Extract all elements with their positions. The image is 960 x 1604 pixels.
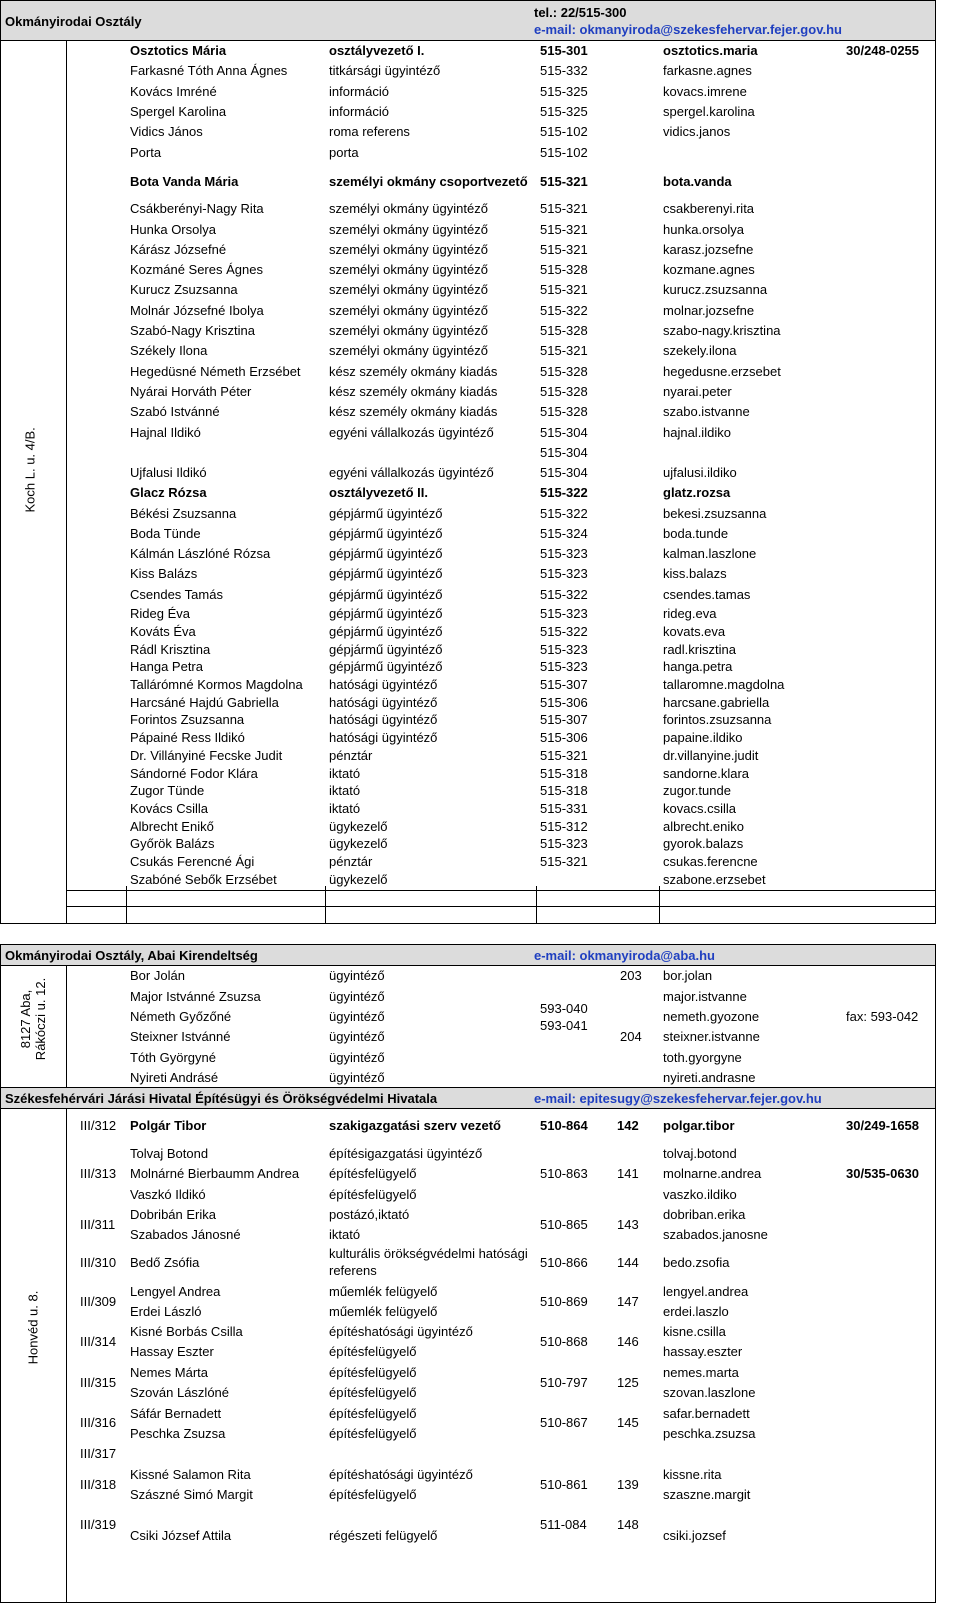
section1-tel: tel.: 22/515-300 xyxy=(534,5,627,20)
employee-name: Hunka Orsolya xyxy=(130,222,216,237)
employee-email[interactable]: safar.bernadett xyxy=(663,1406,750,1421)
employee-email[interactable]: szekely.ilona xyxy=(663,343,737,358)
employee-phone: 515-306 xyxy=(540,695,588,710)
room-number: III/318 xyxy=(80,1477,117,1492)
employee-role: ügyintéző xyxy=(329,1050,385,1065)
employee-role: műemlék felügyelő xyxy=(329,1304,438,1319)
employee-name: Sándorné Fodor Klára xyxy=(130,766,258,781)
employee-role: gépjármű ügyintéző xyxy=(329,587,443,602)
employee-role: építésfelügyelő xyxy=(329,1406,417,1421)
employee-role: pénztár xyxy=(329,748,373,763)
office-phone: 511-084 xyxy=(540,1517,587,1532)
employee-email[interactable]: erdei.laszlo xyxy=(663,1304,729,1319)
employee-name: Szabó-Nagy Krisztina xyxy=(130,323,255,338)
employee-role: kész személy okmány kiadás xyxy=(329,384,498,399)
employee-email[interactable]: hajnal.ildiko xyxy=(663,425,731,440)
employee-email[interactable]: polgar.tibor xyxy=(663,1118,735,1133)
employee-role: gépjármű ügyintéző xyxy=(329,606,443,621)
employee-name: Dobribán Erika xyxy=(130,1207,216,1222)
employee-phone: 515-321 xyxy=(540,222,588,237)
employee-role: személyi okmány ügyintéző xyxy=(329,262,488,277)
employee-name: Kiss Balázs xyxy=(130,566,198,581)
employee-name: Harcsáné Hajdú Gabriella xyxy=(130,695,279,710)
employee-role: építéshatósági ügyintéző xyxy=(329,1324,473,1339)
office-phone: 510-868 xyxy=(540,1334,588,1349)
employee-email[interactable]: glatz.rozsa xyxy=(663,485,731,500)
employee-phone: 515-323 xyxy=(540,606,588,621)
employee-email[interactable]: spergel.karolina xyxy=(663,104,755,119)
employee-phone: 515-322 xyxy=(540,587,588,602)
employee-email[interactable]: molnarne.andrea xyxy=(663,1166,762,1181)
employee-email[interactable]: hanga.petra xyxy=(663,659,733,674)
office-phone: 510-864 xyxy=(540,1118,588,1133)
office-phone: 510-861 xyxy=(540,1477,588,1492)
employee-email[interactable]: toth.gyorgyne xyxy=(663,1050,742,1065)
employee-name: Kovács Imréné xyxy=(130,84,217,99)
employee-name: Bor Jolán xyxy=(130,968,185,983)
employee-email[interactable]: kovacs.imrene xyxy=(663,84,747,99)
employee-role: személyi okmány ügyintéző xyxy=(329,201,488,216)
employee-phone: 515-321 xyxy=(540,174,588,189)
employee-name: Nyárai Horváth Péter xyxy=(130,384,252,399)
employee-role: ügykezelő xyxy=(329,836,388,851)
employee-name: Albrecht Enikő xyxy=(130,819,214,834)
employee-role: gépjármű ügyintéző xyxy=(329,624,443,639)
office-phone: 510-863 xyxy=(540,1166,588,1181)
employee-role: ügykezelő xyxy=(329,819,388,834)
employee-phone: 515-304 xyxy=(540,465,588,480)
employee-name: Csendes Tamás xyxy=(130,587,223,602)
employee-role: iktató xyxy=(329,783,361,798)
employee-email[interactable]: dr.villanyine.judit xyxy=(663,748,759,763)
row-divider xyxy=(66,906,936,907)
section2-header xyxy=(0,944,936,966)
employee-email[interactable]: hegedusne.erzsebet xyxy=(663,364,781,379)
employee-phone: 515-328 xyxy=(540,323,588,338)
employee-name: Szován Lászlóné xyxy=(130,1385,230,1400)
employee-phone: 515-321 xyxy=(540,854,588,869)
employee-name: Farkasné Tóth Anna Ágnes xyxy=(130,63,288,78)
employee-role: építéshatósági ügyintéző xyxy=(329,1467,473,1482)
employee-email[interactable]: lengyel.andrea xyxy=(663,1284,749,1299)
column-divider xyxy=(659,886,660,924)
employee-role: osztályvezető I. xyxy=(329,43,425,58)
mobile-phone: 30/535-0630 xyxy=(846,1166,920,1181)
employee-phone: 515-102 xyxy=(540,124,588,139)
employee-email[interactable]: csakberenyi.rita xyxy=(663,201,755,216)
employee-role: kész személy okmány kiadás xyxy=(329,404,498,419)
room-number: III/312 xyxy=(80,1118,117,1133)
employee-email[interactable]: radl.krisztina xyxy=(663,642,736,657)
room-number: III/315 xyxy=(80,1375,117,1390)
section3-location: Honvéd u. 8. xyxy=(25,1290,41,1365)
employee-email[interactable]: nemeth.gyozone xyxy=(663,1009,760,1024)
employee-name: Nemes Márta xyxy=(130,1365,209,1380)
employee-role: építésfelügyelő xyxy=(329,1426,417,1441)
employee-name: Steixner Istvánné xyxy=(130,1029,231,1044)
employee-name: Porta xyxy=(130,145,162,160)
office-phone: 510-865 xyxy=(540,1217,588,1232)
employee-phone: 515-323 xyxy=(540,642,588,657)
employee-name: Kováts Éva xyxy=(130,624,196,639)
employee-role: építésfelügyelő xyxy=(329,1385,417,1400)
employee-email[interactable]: forintos.zsuzsanna xyxy=(663,712,772,727)
employee-email[interactable]: nyarai.peter xyxy=(663,384,732,399)
employee-name: Szabados Jánosné xyxy=(130,1227,241,1242)
employee-name: Osztotics Mária xyxy=(130,43,227,58)
employee-role-cont: referens xyxy=(329,1263,377,1278)
employee-email[interactable]: farkasne.agnes xyxy=(663,63,752,78)
employee-email[interactable]: szabo.istvanne xyxy=(663,404,750,419)
employee-name: Molnár Józsefné Ibolya xyxy=(130,303,264,318)
employee-email[interactable]: kalman.laszlone xyxy=(663,546,757,561)
employee-name: Dr. Villányiné Fecske Judit xyxy=(130,748,283,763)
employee-email[interactable]: szabo-nagy.krisztina xyxy=(663,323,781,338)
employee-email[interactable]: bor.jolan xyxy=(663,968,713,983)
employee-phone: 515-331 xyxy=(540,801,588,816)
column-divider xyxy=(325,886,326,924)
employee-phone: 515-332 xyxy=(540,63,588,78)
room-number: III/316 xyxy=(80,1415,117,1430)
employee-name: Csukás Ferencné Ági xyxy=(130,854,255,869)
section3-title: Székesfehérvári Járási Hivatal Építésügyi és Örökségvédelmi Hivatala xyxy=(5,1091,438,1106)
employee-role: ügyintéző xyxy=(329,1009,385,1024)
employee-email[interactable]: major.istvanne xyxy=(663,989,747,1004)
employee-phone: 515-318 xyxy=(540,783,588,798)
employee-phone: 515-322 xyxy=(540,303,588,318)
employee-role: gépjármű ügyintéző xyxy=(329,566,443,581)
employee-role: személyi okmány ügyintéző xyxy=(329,222,488,237)
employee-name: Kissné Salamon Rita xyxy=(130,1467,251,1482)
employee-email[interactable]: papaine.ildiko xyxy=(663,730,743,745)
employee-role: gépjármű ügyintéző xyxy=(329,506,443,521)
employee-role: osztályvezető II. xyxy=(329,485,428,500)
employee-name: Csákberényi-Nagy Rita xyxy=(130,201,264,216)
employee-role: szakigazgatási szerv vezető xyxy=(329,1118,501,1133)
employee-name: Glacz Rózsa xyxy=(130,485,207,500)
employee-name: Polgár Tibor xyxy=(130,1118,207,1133)
section3-header xyxy=(0,1087,936,1109)
employee-phone: 515-304 xyxy=(540,445,588,460)
row-divider xyxy=(66,890,936,891)
office-extension: 146 xyxy=(617,1334,639,1349)
employee-role: porta xyxy=(329,145,359,160)
section1-header xyxy=(0,0,936,41)
employee-phone: 515-324 xyxy=(540,526,588,541)
office-phone: 510-869 xyxy=(540,1294,588,1309)
employee-name: Hassay Eszter xyxy=(130,1344,214,1359)
room-number: III/309 xyxy=(80,1294,117,1309)
employee-email[interactable]: nyireti.andrasne xyxy=(663,1070,756,1085)
employee-phone: 515-328 xyxy=(540,404,588,419)
employee-phone: 515-312 xyxy=(540,819,588,834)
office-phone-a: 593-040 xyxy=(540,1001,588,1016)
employee-role: információ xyxy=(329,104,389,119)
employee-name: Spergel Karolina xyxy=(130,104,227,119)
office-extension: 144 xyxy=(617,1255,639,1270)
employee-email[interactable]: hunka.orsolya xyxy=(663,222,744,237)
employee-name: Kisné Borbás Csilla xyxy=(130,1324,243,1339)
employee-name: Molnárné Bierbaumm Andrea xyxy=(130,1166,300,1181)
employee-name: Vaszkó Ildikó xyxy=(130,1187,206,1202)
employee-name: Bedő Zsófia xyxy=(130,1255,200,1270)
employee-name: Sáfár Bernadett xyxy=(130,1406,222,1421)
employee-name: Rideg Éva xyxy=(130,606,190,621)
office-phone-b: 593-041 xyxy=(540,1018,588,1033)
employee-phone: 515-328 xyxy=(540,364,588,379)
employee-name: Szabóné Sebők Erzsébet xyxy=(130,872,277,887)
office-extension: 147 xyxy=(617,1294,639,1309)
employee-role: ügyintéző xyxy=(329,1070,385,1085)
mobile-phone: 30/249-1658 xyxy=(846,1118,920,1133)
employee-email[interactable]: hassay.eszter xyxy=(663,1344,743,1359)
employee-email[interactable]: peschka.zsuzsa xyxy=(663,1426,756,1441)
employee-name: Erdei László xyxy=(130,1304,202,1319)
employee-email[interactable]: vidics.janos xyxy=(663,124,731,139)
employee-phone: 515-325 xyxy=(540,84,588,99)
employee-email[interactable]: boda.tunde xyxy=(663,526,729,541)
employee-role: építésfelügyelő xyxy=(329,1487,417,1502)
office-phone: 510-867 xyxy=(540,1415,588,1430)
employee-phone: 515-328 xyxy=(540,262,588,277)
employee-email[interactable]: osztotics.maria xyxy=(663,43,758,58)
employee-phone: 515-328 xyxy=(540,384,588,399)
room-number: III/314 xyxy=(80,1334,117,1349)
section1-location: Koch L. u. 4/B. xyxy=(22,427,38,513)
employee-phone: 515-323 xyxy=(540,836,588,851)
employee-email[interactable]: tallaromne.magdolna xyxy=(663,677,785,692)
employee-name: Rádl Krisztina xyxy=(130,642,211,657)
employee-email[interactable]: gyorok.balazs xyxy=(663,836,744,851)
employee-role: ügyintéző xyxy=(329,968,385,983)
office-fax: fax: 593-042 xyxy=(846,1009,919,1024)
employee-email[interactable]: kozmane.agnes xyxy=(663,262,755,277)
employee-mobile: 30/248-0255 xyxy=(846,43,920,58)
employee-email[interactable]: harcsane.gabriella xyxy=(663,695,770,710)
employee-role: iktató xyxy=(329,766,361,781)
employee-email[interactable]: molnar.jozsefne xyxy=(663,303,755,318)
employee-role: hatósági ügyintéző xyxy=(329,695,438,710)
column-divider xyxy=(536,886,537,924)
employee-email[interactable]: szabone.erzsebet xyxy=(663,872,766,887)
employee-name: Békési Zsuzsanna xyxy=(130,506,237,521)
employee-phone: 515-318 xyxy=(540,766,588,781)
employee-name: Forintos Zsuzsanna xyxy=(130,712,245,727)
employee-phone: 515-323 xyxy=(540,566,588,581)
employee-name: Hanga Petra xyxy=(130,659,203,674)
employee-name: Hegedüsné Németh Erzsébet xyxy=(130,364,301,379)
employee-role: gépjármű ügyintéző xyxy=(329,642,443,657)
employee-name: Peschka Zsuzsa xyxy=(130,1426,226,1441)
employee-role: ügykezelő xyxy=(329,872,388,887)
employee-email[interactable]: bedo.zsofia xyxy=(663,1255,730,1270)
employee-email[interactable]: rideg.eva xyxy=(663,606,717,621)
employee-phone: 515-321 xyxy=(540,201,588,216)
employee-email[interactable]: kovats.eva xyxy=(663,624,726,639)
employee-name: Major Istvánné Zsuzsa xyxy=(130,989,261,1004)
employee-phone: 515-306 xyxy=(540,730,588,745)
employee-role: hatósági ügyintéző xyxy=(329,677,438,692)
employee-name: Székely Ilona xyxy=(130,343,208,358)
office-extension: 145 xyxy=(617,1415,639,1430)
employee-name: Zugor Tünde xyxy=(130,783,205,798)
employee-email[interactable]: bekesi.zsuzsanna xyxy=(663,506,767,521)
employee-phone: 515-322 xyxy=(540,624,588,639)
employee-role: személyi okmány ügyintéző xyxy=(329,242,488,257)
employee-email[interactable]: vaszko.ildiko xyxy=(663,1187,737,1202)
employee-phone: 515-321 xyxy=(540,282,588,297)
employee-name: Nyireti Andrásé xyxy=(130,1070,219,1085)
employee-phone: 515-323 xyxy=(540,546,588,561)
employee-phone: 515-301 xyxy=(540,43,588,58)
employee-name: Tolvaj Botond xyxy=(130,1146,209,1161)
employee-email[interactable]: sandorne.klara xyxy=(663,766,749,781)
employee-email[interactable]: ujfalusi.ildiko xyxy=(663,465,737,480)
employee-name: Pápainé Ress Ildikó xyxy=(130,730,245,745)
employee-email[interactable]: albrecht.eniko xyxy=(663,819,744,834)
employee-email[interactable]: kurucz.zsuzsanna xyxy=(663,282,768,297)
section2-email[interactable]: e-mail: okmanyiroda@aba.hu xyxy=(534,948,715,963)
employee-email[interactable]: steixner.istvanne xyxy=(663,1029,760,1044)
employee-role: pénztár xyxy=(329,854,373,869)
employee-email[interactable]: szovan.laszlone xyxy=(663,1385,756,1400)
employee-role: személyi okmány csoportvezető xyxy=(329,174,528,189)
employee-name: Kurucz Zsuzsanna xyxy=(130,282,238,297)
employee-email[interactable]: kovacs.csilla xyxy=(663,801,736,816)
employee-email[interactable]: bota.vanda xyxy=(663,174,732,189)
employee-phone: 515-304 xyxy=(540,425,588,440)
employee-email[interactable]: dobriban.erika xyxy=(663,1207,746,1222)
employee-phone: 515-321 xyxy=(540,748,588,763)
room-number: III/319 xyxy=(80,1517,117,1532)
employee-phone: 515-321 xyxy=(540,242,588,257)
employee-role: ügyintéző xyxy=(329,1029,385,1044)
employee-role: ügyintéző xyxy=(329,989,385,1004)
employee-role: személyi okmány ügyintéző xyxy=(329,343,488,358)
employee-phone: 515-321 xyxy=(540,343,588,358)
room-number: III/310 xyxy=(80,1255,117,1270)
employee-role: hatósági ügyintéző xyxy=(329,712,438,727)
employee-name: Németh Győzőné xyxy=(130,1009,232,1024)
employee-role: hatósági ügyintéző xyxy=(329,730,438,745)
office-extension: 143 xyxy=(617,1217,639,1232)
employee-name: Kárász Józsefné xyxy=(130,242,227,257)
employee-role: kulturális örökségvédelmi hatósági xyxy=(329,1246,528,1261)
employee-phone: 515-323 xyxy=(540,659,588,674)
employee-name: Ujfalusi Ildikó xyxy=(130,465,207,480)
employee-name: Kovács Csilla xyxy=(130,801,209,816)
employee-email[interactable]: tolvaj.botond xyxy=(663,1146,737,1161)
employee-role: építésfelügyelő xyxy=(329,1187,417,1202)
employee-role: egyéni vállalkozás ügyintéző xyxy=(329,465,494,480)
office-phone: 510-797 xyxy=(540,1375,588,1390)
employee-role: gépjármű ügyintéző xyxy=(329,546,443,561)
employee-name: Szászné Simó Margit xyxy=(130,1487,253,1502)
room-number: III/311 xyxy=(80,1217,116,1232)
employee-phone: 515-322 xyxy=(540,506,588,521)
section1-email[interactable]: e-mail: okmanyiroda@szekesfehervar.fejer.gov.hu xyxy=(534,22,842,37)
employee-name: Kozmáné Seres Ágnes xyxy=(130,262,263,277)
employee-phone: 515-307 xyxy=(540,712,588,727)
employee-role: postázó,iktató xyxy=(329,1207,410,1222)
employee-email[interactable]: szabados.janosne xyxy=(663,1227,768,1242)
employee-name: Hajnal Ildikó xyxy=(130,425,201,440)
section1-title: Okmányirodai Osztály xyxy=(5,14,142,29)
employee-role: építésfelügyelő xyxy=(329,1166,417,1181)
section3-email[interactable]: e-mail: epitesugy@szekesfehervar.fejer.gov.hu xyxy=(534,1091,822,1106)
employee-name: Tóth Györgyné xyxy=(130,1050,216,1065)
employee-email[interactable]: kiss.balazs xyxy=(663,566,727,581)
office-extension: 125 xyxy=(617,1375,639,1390)
employee-phone: 515-325 xyxy=(540,104,588,119)
employee-role: műemlék felügyelő xyxy=(329,1284,438,1299)
employee-email[interactable]: karasz.jozsefne xyxy=(663,242,754,257)
employee-phone: 515-102 xyxy=(540,145,588,160)
employee-role: személyi okmány ügyintéző xyxy=(329,323,488,338)
column-divider xyxy=(126,886,127,924)
employee-role: gépjármű ügyintéző xyxy=(329,659,443,674)
employee-email[interactable]: nemes.marta xyxy=(663,1365,739,1380)
employee-role: építésfelügyelő xyxy=(329,1365,417,1380)
employee-name: Kálmán Lászlóné Rózsa xyxy=(130,546,271,561)
employee-role: titkársági ügyintéző xyxy=(329,63,441,78)
room-number: III/317 xyxy=(80,1446,117,1461)
section2-title: Okmányirodai Osztály, Abai Kirendeltség xyxy=(5,948,258,963)
office-extension: 148 xyxy=(617,1517,639,1532)
office-extension: 139 xyxy=(617,1477,639,1492)
section2-location: 8127 Aba, Rákóczi u. 12. xyxy=(18,977,48,1061)
employee-role: építésfelügyelő xyxy=(329,1344,417,1359)
office-extension: 141 xyxy=(617,1166,639,1181)
employee-phone: 515-322 xyxy=(540,485,588,500)
employee-room: 203 xyxy=(620,968,642,983)
employee-email[interactable]: zugor.tunde xyxy=(663,783,731,798)
employee-email[interactable]: csendes.tamas xyxy=(663,587,751,602)
employee-role: személyi okmány ügyintéző xyxy=(329,282,488,297)
employee-role: építésigazgatási ügyintéző xyxy=(329,1146,483,1161)
employee-room: 204 xyxy=(620,1029,642,1044)
employee-email[interactable]: csukas.ferencne xyxy=(663,854,758,869)
employee-role: egyéni vállalkozás ügyintéző xyxy=(329,425,494,440)
employee-role: kész személy okmány kiadás xyxy=(329,364,498,379)
employee-name: Tallárómné Kormos Magdolna xyxy=(130,677,303,692)
employee-name: Győrök Balázs xyxy=(130,836,215,851)
employee-role: iktató xyxy=(329,801,361,816)
employee-name: Vidics János xyxy=(130,124,203,139)
employee-name: Szabó Istvánné xyxy=(130,404,220,419)
office-extension: 142 xyxy=(617,1118,639,1133)
employee-email[interactable]: csiki.jozsef xyxy=(663,1528,726,1543)
employee-name: Boda Tünde xyxy=(130,526,201,541)
employee-name: Csiki József Attila xyxy=(130,1528,232,1543)
employee-role: gépjármű ügyintéző xyxy=(329,526,443,541)
employee-email[interactable]: szaszne.margit xyxy=(663,1487,751,1502)
employee-name: Lengyel Andrea xyxy=(130,1284,221,1299)
employee-role: roma referens xyxy=(329,124,410,139)
employee-email[interactable]: kissne.rita xyxy=(663,1467,722,1482)
employee-email[interactable]: kisne.csilla xyxy=(663,1324,726,1339)
employee-role: információ xyxy=(329,84,389,99)
employee-name: Bota Vanda Mária xyxy=(130,174,239,189)
room-number: III/313 xyxy=(80,1166,117,1181)
employee-phone: 515-307 xyxy=(540,677,588,692)
employee-role: régészeti felügyelő xyxy=(329,1528,438,1543)
employee-role: iktató xyxy=(329,1227,361,1242)
employee-role: személyi okmány ügyintéző xyxy=(329,303,488,318)
office-phone: 510-866 xyxy=(540,1255,588,1270)
